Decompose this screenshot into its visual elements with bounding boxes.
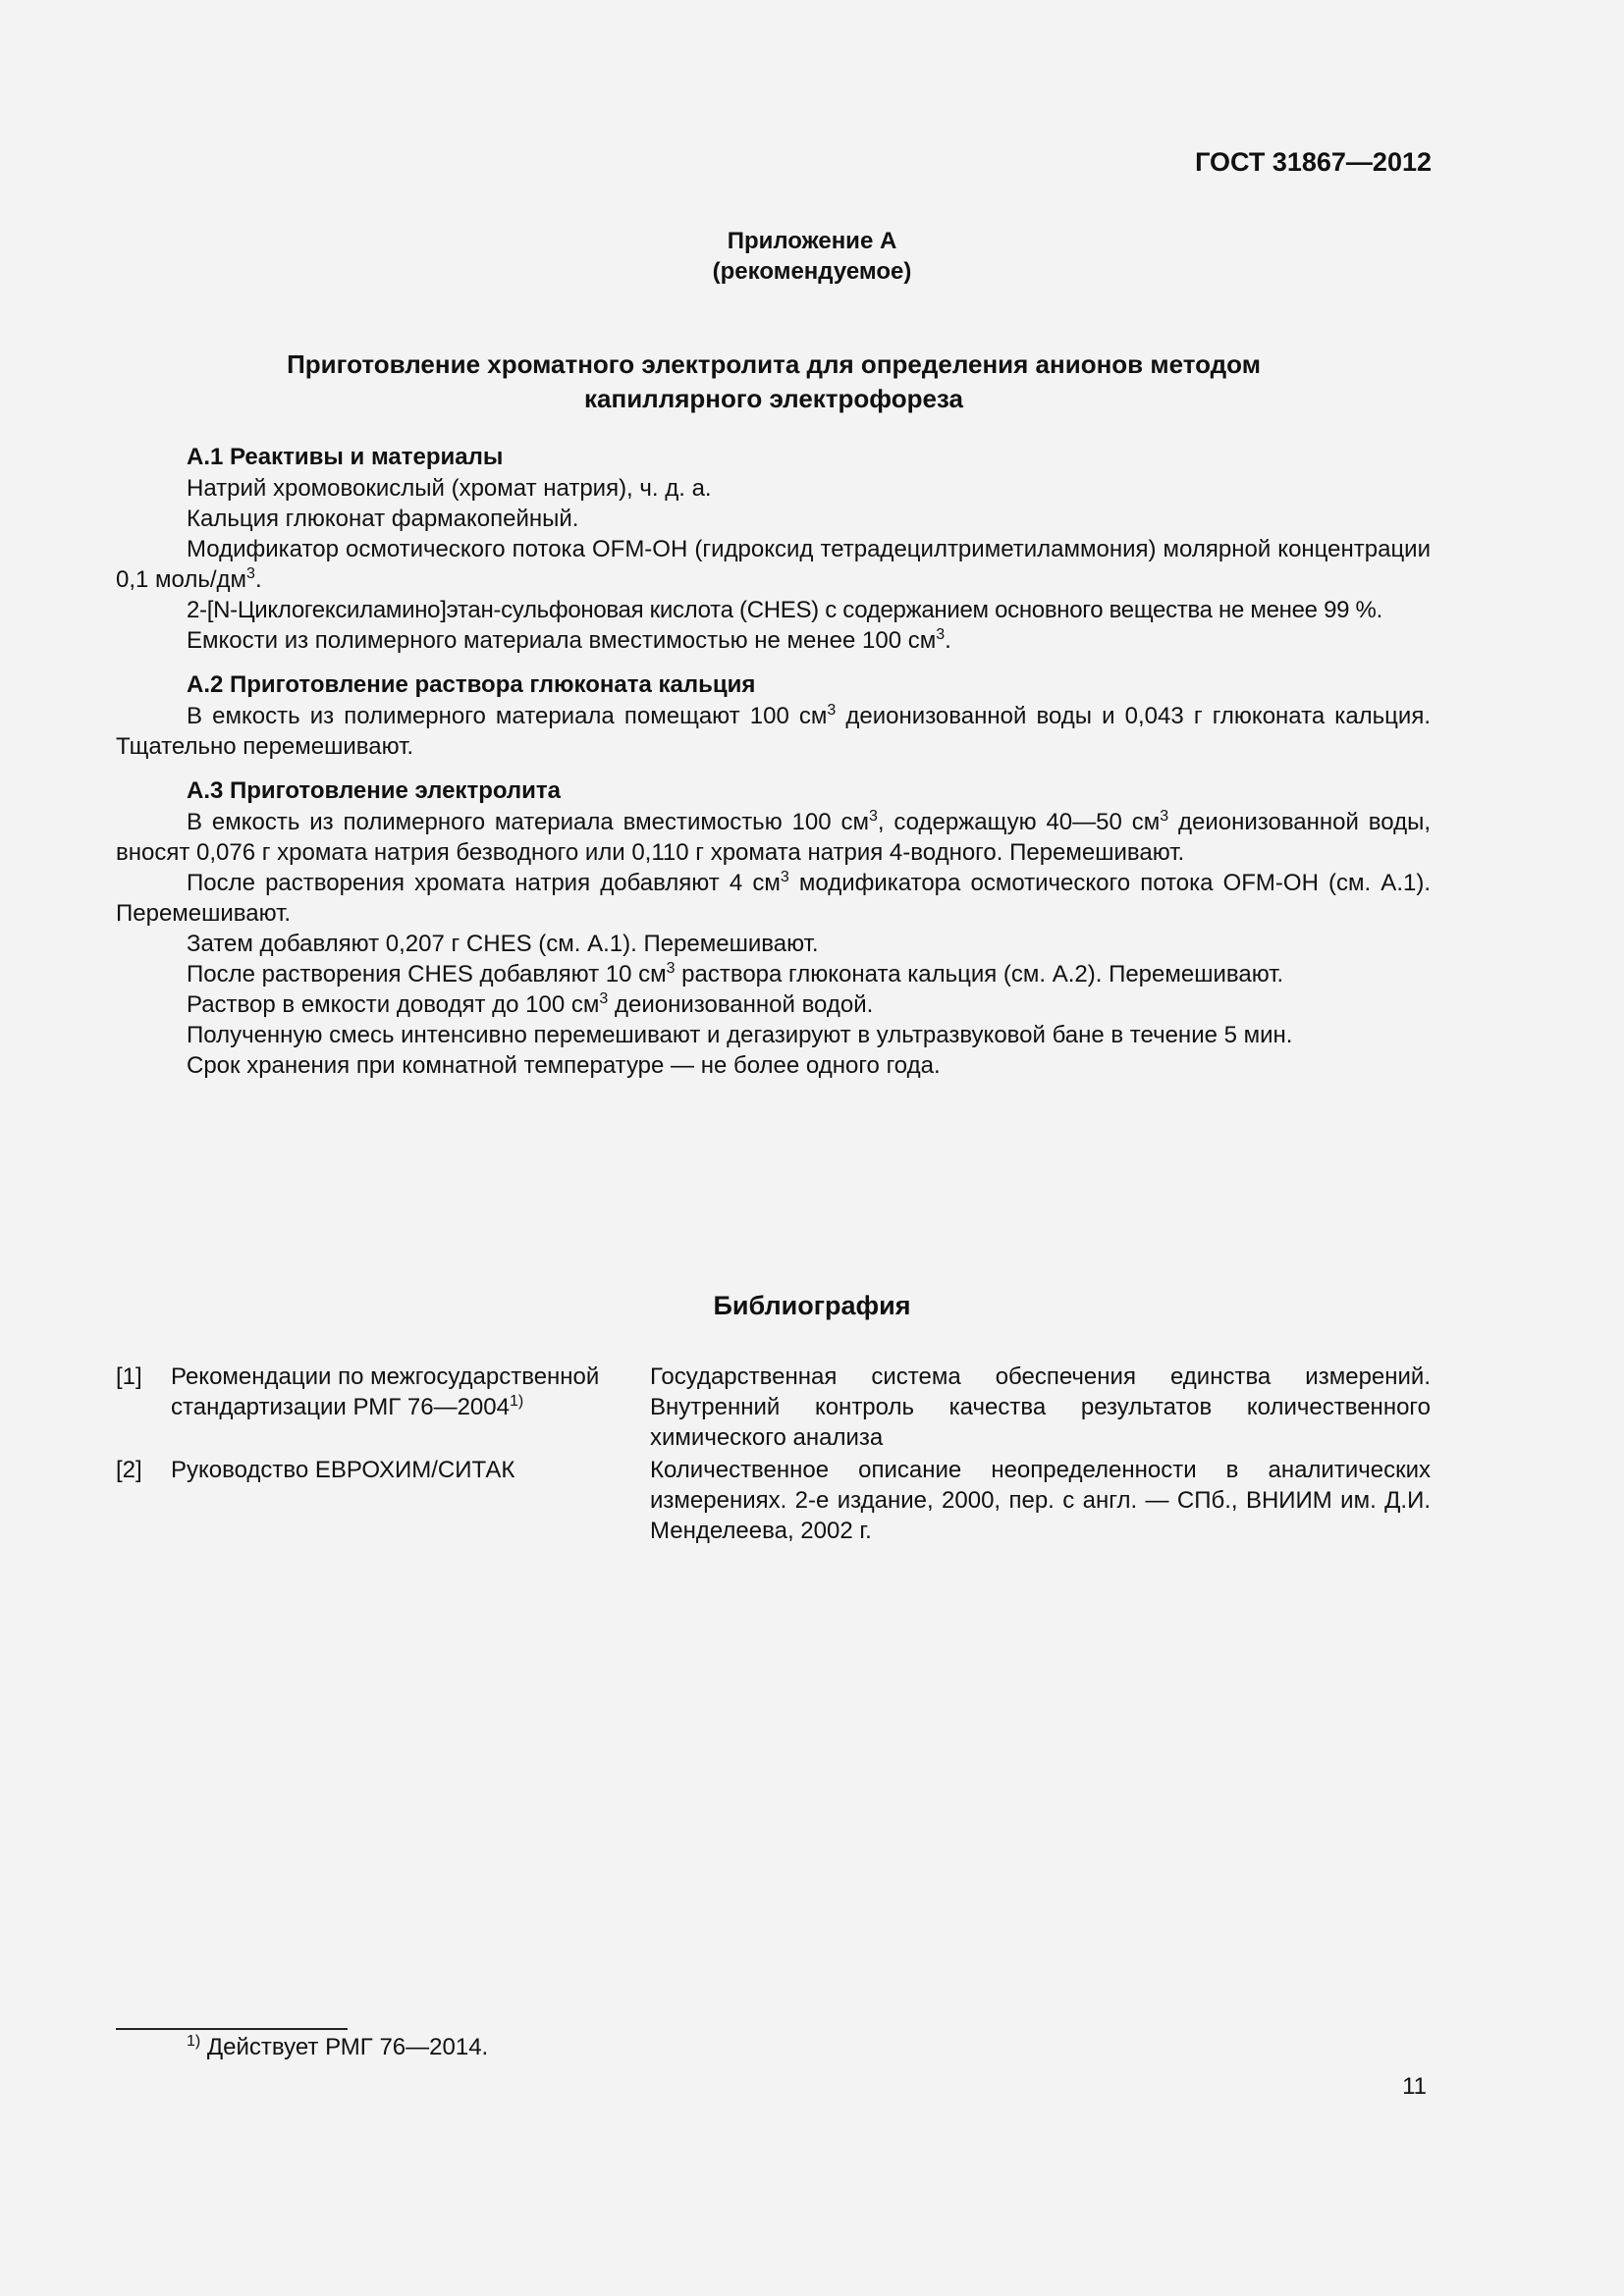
annex-title-line-1: Приготовление хроматного электролита для определения анионов методом	[287, 349, 1261, 379]
section-a1-heading: А.1 Реактивы и материалы	[187, 444, 504, 470]
annex-title	[116, 347, 1432, 416]
paragraph: Раствор в емкости доводят до 100 $см^3$ деионизованной водой.	[187, 990, 874, 1018]
annex-label	[0, 226, 1624, 287]
section-a2-heading: А.2 Приготовление раствора глюконата кальция	[187, 671, 756, 698]
paragraph: Емкости из полимерного материала вместимостью не менее 100 $см^3$.	[187, 626, 951, 654]
paragraph: Затем добавляют 0,207 г CHES (см. А.1). Перемешивают.	[187, 931, 819, 957]
bibliography-entry	[116, 1455, 1431, 1546]
bibliography-list	[116, 1362, 1431, 1546]
paragraph: Кальция глюконат фармакопейный.	[187, 506, 579, 532]
section-a3-heading: А.3 Приготовление электролита	[187, 777, 562, 804]
paragraph: В емкость из полимерного материала вместимостью 100 $см^3$, содержащую 40—50 $см^3$ деионизованной воды, вносят 0,076 г хромата натрия безводного или 0,110 г хромата натрия 4-водного. Перемешивают.	[116, 808, 1431, 866]
page-number: 11	[1402, 2073, 1427, 2100]
paragraph: Натрий хромовокислый (хромат натрия), ч. д. а.	[187, 475, 712, 502]
bibliography-entry	[116, 1362, 1431, 1453]
annex-line-2: (рекомендуемое)	[712, 258, 912, 285]
document-code: ГОСТ 31867—2012	[1195, 147, 1432, 177]
bibliography-number: [2]	[116, 1457, 142, 1483]
footnote	[187, 2032, 488, 2062]
footnote-separator	[116, 2028, 348, 2030]
paragraph: Срок хранения при комнатной температуре — не более одного года.	[187, 1052, 941, 1079]
footnote-text: Действует РМГ 76—2014.	[200, 2034, 489, 2060]
bibliography-source: Рекомендации по межгосударственной стандартизации РМГ 76—2004$^{1)}$	[171, 1363, 600, 1420]
bibliography-number: [1]	[116, 1363, 142, 1390]
annex-body	[116, 442, 1431, 1081]
annex-title-line-2: капиллярного электрофореза	[584, 384, 963, 413]
bibliography-description: Количественное описание неопределенности в аналитических измерениях. 2-е издание, 2000, пер. с англ. — СПб., ВНИИМ им. Д.И. Менделеева, 2002 г.	[650, 1457, 1431, 1544]
bibliography-source: Руководство ЕВРОХИМ/СИТАК	[171, 1457, 515, 1483]
paragraph: В емкость из полимерного материала помещают 100 $см^3$ деионизованной воды и 0,043 г глюконата кальция. Тщательно перемешивают.	[116, 702, 1432, 760]
paragraph: Полученную смесь интенсивно перемешивают и дегазируют в ультразвуковой бане в течение 5 мин.	[187, 1022, 1293, 1048]
paragraph: Модификатор осмотического потока OFM-OH (гидроксид тетрадецилтриметиламмония) молярной концентрации 0,1 моль/$дм^3$.	[116, 536, 1431, 593]
annex-line-1: Приложение А	[727, 228, 897, 254]
bibliography-description: Государственная система обеспечения единства измерений. Внутренний контроль качества результатов количественного химического анализа	[650, 1363, 1431, 1451]
paragraph: После растворения CHES добавляют 10 $см^3$ раствора глюконата кальция (см. А.2). Перемешивают.	[187, 960, 1284, 988]
bibliography-title: Библиография	[713, 1291, 911, 1320]
paragraph: После растворения хромата натрия добавляют 4 $см^3$ модификатора осмотического потока OFM-OH (см. А.1). Перемешивают.	[116, 869, 1431, 927]
paragraph: 2-[N-Циклогексиламино]этан-сульфоновая кислота (CHES) с содержанием основного вещества не менее 99 %.	[187, 597, 1382, 623]
footnote-marker: 1)	[187, 2033, 201, 2050]
